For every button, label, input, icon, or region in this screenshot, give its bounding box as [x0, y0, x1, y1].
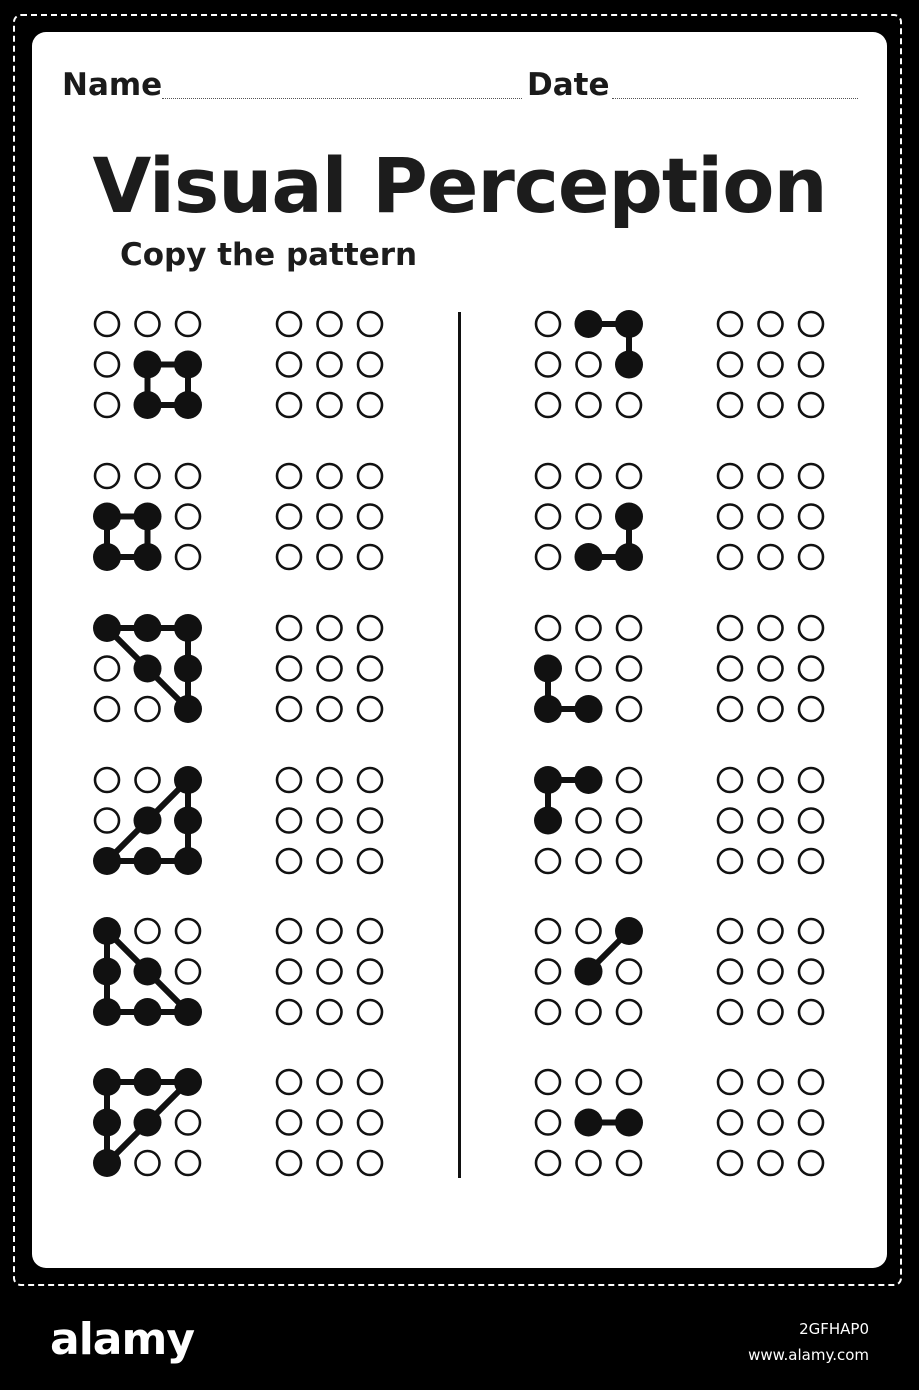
empty-dot: [617, 393, 641, 417]
filled-dot: [174, 655, 202, 683]
empty-dot[interactable]: [318, 657, 342, 681]
empty-dot[interactable]: [277, 768, 301, 792]
filled-dot: [575, 543, 603, 571]
empty-dot: [95, 464, 119, 488]
empty-dot[interactable]: [799, 464, 823, 488]
filled-dot: [93, 1068, 121, 1096]
blank-grid-11[interactable]: [718, 919, 823, 1024]
empty-dot[interactable]: [759, 1111, 783, 1135]
filled-dot: [174, 614, 202, 642]
empty-dot[interactable]: [358, 809, 382, 833]
empty-dot: [536, 393, 560, 417]
filled-dot: [93, 614, 121, 642]
empty-dot[interactable]: [358, 768, 382, 792]
empty-dot[interactable]: [277, 919, 301, 943]
empty-dot[interactable]: [759, 312, 783, 336]
empty-dot[interactable]: [358, 657, 382, 681]
empty-dot[interactable]: [358, 505, 382, 529]
empty-dot: [577, 919, 601, 943]
empty-dot: [95, 768, 119, 792]
empty-dot: [617, 960, 641, 984]
empty-dot[interactable]: [318, 505, 342, 529]
empty-dot[interactable]: [718, 464, 742, 488]
empty-dot: [617, 1000, 641, 1024]
empty-dot[interactable]: [318, 1070, 342, 1094]
example-pattern-11: [536, 917, 643, 1024]
blank-grid-3[interactable]: [277, 616, 382, 721]
empty-dot: [176, 312, 200, 336]
filled-dot: [615, 1109, 643, 1137]
empty-dot: [617, 697, 641, 721]
empty-dot: [95, 809, 119, 833]
empty-dot[interactable]: [718, 1111, 742, 1135]
blank-grid-4[interactable]: [277, 768, 382, 873]
empty-dot: [577, 464, 601, 488]
empty-dot[interactable]: [318, 809, 342, 833]
site-url: www.alamy.com: [748, 1346, 869, 1364]
filled-dot: [93, 543, 121, 571]
empty-dot[interactable]: [277, 657, 301, 681]
filled-dot: [134, 998, 162, 1026]
empty-dot[interactable]: [358, 464, 382, 488]
filled-dot: [174, 847, 202, 875]
empty-dot[interactable]: [277, 312, 301, 336]
filled-dot: [575, 695, 603, 723]
filled-dot: [534, 695, 562, 723]
empty-dot: [617, 849, 641, 873]
filled-dot: [174, 807, 202, 835]
empty-dot[interactable]: [759, 849, 783, 873]
empty-dot: [577, 353, 601, 377]
filled-dot: [93, 998, 121, 1026]
empty-dot: [176, 464, 200, 488]
filled-dot: [174, 695, 202, 723]
empty-dot[interactable]: [799, 1000, 823, 1024]
filled-dot: [615, 351, 643, 379]
filled-dot: [174, 391, 202, 419]
blank-grid-12[interactable]: [718, 1070, 823, 1175]
empty-dot: [176, 919, 200, 943]
empty-dot[interactable]: [718, 768, 742, 792]
empty-dot[interactable]: [318, 353, 342, 377]
empty-dot: [95, 393, 119, 417]
filled-dot: [134, 391, 162, 419]
name-label: Name: [62, 67, 163, 103]
empty-dot: [176, 1111, 200, 1135]
filled-dot: [134, 543, 162, 571]
empty-dot[interactable]: [718, 919, 742, 943]
example-pattern-12: [536, 1070, 643, 1175]
filled-dot: [534, 807, 562, 835]
empty-dot[interactable]: [799, 545, 823, 569]
empty-dot: [617, 809, 641, 833]
empty-dot[interactable]: [358, 312, 382, 336]
empty-dot: [617, 1070, 641, 1094]
empty-dot: [617, 464, 641, 488]
empty-dot[interactable]: [318, 545, 342, 569]
empty-dot[interactable]: [277, 616, 301, 640]
empty-dot[interactable]: [759, 545, 783, 569]
empty-dot[interactable]: [277, 393, 301, 417]
empty-dot[interactable]: [318, 849, 342, 873]
empty-dot[interactable]: [759, 353, 783, 377]
empty-dot: [617, 1151, 641, 1175]
empty-dot[interactable]: [358, 1111, 382, 1135]
instruction-subtitle: Copy the pattern: [120, 237, 418, 273]
blank-grid-9[interactable]: [718, 616, 823, 721]
filled-dot: [134, 958, 162, 986]
empty-dot: [617, 616, 641, 640]
blank-grid-2[interactable]: [277, 464, 382, 569]
empty-dot[interactable]: [277, 809, 301, 833]
empty-dot[interactable]: [718, 1070, 742, 1094]
empty-dot[interactable]: [318, 393, 342, 417]
empty-dot[interactable]: [318, 1111, 342, 1135]
filled-dot: [134, 1068, 162, 1096]
example-pattern-4: [93, 766, 202, 875]
empty-dot[interactable]: [799, 809, 823, 833]
empty-dot[interactable]: [759, 960, 783, 984]
example-pattern-2: [93, 464, 200, 571]
empty-dot: [136, 312, 160, 336]
empty-dot: [617, 657, 641, 681]
empty-dot[interactable]: [277, 1111, 301, 1135]
filled-dot: [615, 310, 643, 338]
filled-dot: [575, 766, 603, 794]
empty-dot[interactable]: [718, 505, 742, 529]
empty-dot: [536, 1151, 560, 1175]
filled-dot: [93, 1149, 121, 1177]
empty-dot: [577, 1000, 601, 1024]
empty-dot[interactable]: [277, 505, 301, 529]
empty-dot: [577, 657, 601, 681]
empty-dot[interactable]: [358, 1151, 382, 1175]
filled-dot: [615, 917, 643, 945]
filled-dot: [174, 351, 202, 379]
empty-dot[interactable]: [358, 545, 382, 569]
empty-dot[interactable]: [718, 353, 742, 377]
empty-dot[interactable]: [718, 697, 742, 721]
filled-dot: [615, 543, 643, 571]
empty-dot: [176, 1151, 200, 1175]
empty-dot[interactable]: [718, 960, 742, 984]
empty-dot[interactable]: [799, 768, 823, 792]
empty-dot[interactable]: [277, 545, 301, 569]
empty-dot[interactable]: [759, 768, 783, 792]
empty-dot[interactable]: [718, 312, 742, 336]
empty-dot[interactable]: [799, 616, 823, 640]
empty-dot[interactable]: [358, 919, 382, 943]
empty-dot[interactable]: [799, 960, 823, 984]
empty-dot[interactable]: [277, 960, 301, 984]
empty-dot[interactable]: [718, 657, 742, 681]
empty-dot[interactable]: [799, 1111, 823, 1135]
empty-dot[interactable]: [799, 505, 823, 529]
empty-dot[interactable]: [759, 697, 783, 721]
date-label: Date: [527, 67, 610, 103]
filled-dot: [575, 310, 603, 338]
empty-dot: [577, 849, 601, 873]
empty-dot: [95, 657, 119, 681]
blank-grid-5[interactable]: [277, 919, 382, 1024]
empty-dot[interactable]: [318, 312, 342, 336]
empty-dot: [536, 849, 560, 873]
empty-dot[interactable]: [759, 393, 783, 417]
empty-dot: [577, 1151, 601, 1175]
empty-dot[interactable]: [318, 1151, 342, 1175]
blank-grid-8[interactable]: [718, 464, 823, 569]
empty-dot: [577, 393, 601, 417]
example-pattern-10: [534, 766, 641, 873]
filled-dot: [575, 958, 603, 986]
empty-dot[interactable]: [358, 1000, 382, 1024]
empty-dot: [536, 353, 560, 377]
empty-dot: [95, 697, 119, 721]
empty-dot[interactable]: [799, 1151, 823, 1175]
empty-dot: [136, 1151, 160, 1175]
empty-dot[interactable]: [318, 1000, 342, 1024]
empty-dot[interactable]: [759, 1151, 783, 1175]
filled-dot: [134, 503, 162, 531]
empty-dot[interactable]: [799, 393, 823, 417]
image-id: 2GFHAP0: [799, 1320, 869, 1338]
empty-dot: [577, 616, 601, 640]
example-pattern-1: [95, 312, 202, 419]
empty-dot[interactable]: [358, 849, 382, 873]
empty-dot[interactable]: [358, 353, 382, 377]
empty-dot[interactable]: [718, 393, 742, 417]
empty-dot[interactable]: [799, 919, 823, 943]
empty-dot[interactable]: [718, 849, 742, 873]
filled-dot: [174, 1068, 202, 1096]
empty-dot: [536, 1111, 560, 1135]
blank-grid-1[interactable]: [277, 312, 382, 417]
empty-dot: [136, 768, 160, 792]
filled-dot: [134, 807, 162, 835]
empty-dot[interactable]: [759, 464, 783, 488]
empty-dot: [536, 1070, 560, 1094]
empty-dot[interactable]: [318, 768, 342, 792]
filled-dot: [534, 766, 562, 794]
filled-dot: [534, 655, 562, 683]
filled-dot: [575, 1109, 603, 1137]
empty-dot: [536, 312, 560, 336]
alamy-logo: alamy: [50, 1314, 194, 1365]
empty-dot: [536, 960, 560, 984]
empty-dot: [536, 464, 560, 488]
filled-dot: [134, 614, 162, 642]
example-pattern-9: [534, 616, 641, 723]
empty-dot[interactable]: [799, 353, 823, 377]
empty-dot[interactable]: [718, 809, 742, 833]
empty-dot[interactable]: [358, 616, 382, 640]
filled-dot: [93, 503, 121, 531]
empty-dot[interactable]: [718, 1151, 742, 1175]
empty-dot[interactable]: [277, 697, 301, 721]
example-pattern-8: [536, 464, 643, 571]
filled-dot: [174, 998, 202, 1026]
empty-dot[interactable]: [277, 849, 301, 873]
empty-dot[interactable]: [277, 353, 301, 377]
empty-dot[interactable]: [318, 697, 342, 721]
empty-dot[interactable]: [799, 697, 823, 721]
empty-dot[interactable]: [318, 616, 342, 640]
empty-dot: [95, 312, 119, 336]
empty-dot: [536, 545, 560, 569]
empty-dot[interactable]: [358, 1070, 382, 1094]
empty-dot[interactable]: [759, 1000, 783, 1024]
empty-dot[interactable]: [759, 809, 783, 833]
empty-dot[interactable]: [759, 657, 783, 681]
filled-dot: [174, 766, 202, 794]
empty-dot[interactable]: [718, 616, 742, 640]
empty-dot[interactable]: [358, 697, 382, 721]
filled-dot: [615, 503, 643, 531]
empty-dot[interactable]: [277, 1000, 301, 1024]
filled-dot: [134, 351, 162, 379]
example-pattern-5: [93, 917, 202, 1026]
empty-dot[interactable]: [799, 312, 823, 336]
empty-dot: [176, 545, 200, 569]
empty-dot[interactable]: [358, 393, 382, 417]
empty-dot[interactable]: [318, 464, 342, 488]
empty-dot[interactable]: [318, 960, 342, 984]
empty-dot: [136, 919, 160, 943]
blank-grid-10[interactable]: [718, 768, 823, 873]
filled-dot: [134, 847, 162, 875]
empty-dot: [536, 919, 560, 943]
empty-dot[interactable]: [358, 960, 382, 984]
filled-dot: [134, 1109, 162, 1137]
empty-dot[interactable]: [799, 657, 823, 681]
blank-grid-7[interactable]: [718, 312, 823, 417]
empty-dot: [136, 697, 160, 721]
filled-dot: [93, 1109, 121, 1137]
filled-dot: [134, 655, 162, 683]
example-pattern-6: [93, 1068, 202, 1177]
empty-dot[interactable]: [759, 1070, 783, 1094]
empty-dot[interactable]: [318, 919, 342, 943]
empty-dot: [176, 960, 200, 984]
empty-dot: [136, 464, 160, 488]
empty-dot: [536, 616, 560, 640]
empty-dot[interactable]: [277, 464, 301, 488]
empty-dot: [95, 353, 119, 377]
empty-dot: [536, 1000, 560, 1024]
filled-dot: [93, 917, 121, 945]
empty-dot[interactable]: [759, 616, 783, 640]
example-pattern-3: [93, 614, 202, 723]
empty-dot[interactable]: [277, 1070, 301, 1094]
example-pattern-7: [536, 310, 643, 417]
empty-dot[interactable]: [718, 1000, 742, 1024]
empty-dot: [617, 768, 641, 792]
filled-dot: [93, 958, 121, 986]
filled-dot: [93, 847, 121, 875]
empty-dot: [577, 1070, 601, 1094]
empty-dot[interactable]: [799, 849, 823, 873]
empty-dot[interactable]: [759, 505, 783, 529]
empty-dot[interactable]: [277, 1151, 301, 1175]
empty-dot[interactable]: [718, 545, 742, 569]
empty-dot: [176, 505, 200, 529]
empty-dot[interactable]: [759, 919, 783, 943]
empty-dot[interactable]: [799, 1070, 823, 1094]
empty-dot: [577, 809, 601, 833]
blank-grid-6[interactable]: [277, 1070, 382, 1175]
empty-dot: [577, 505, 601, 529]
page-title: Visual Perception: [92, 141, 827, 230]
empty-dot: [536, 505, 560, 529]
